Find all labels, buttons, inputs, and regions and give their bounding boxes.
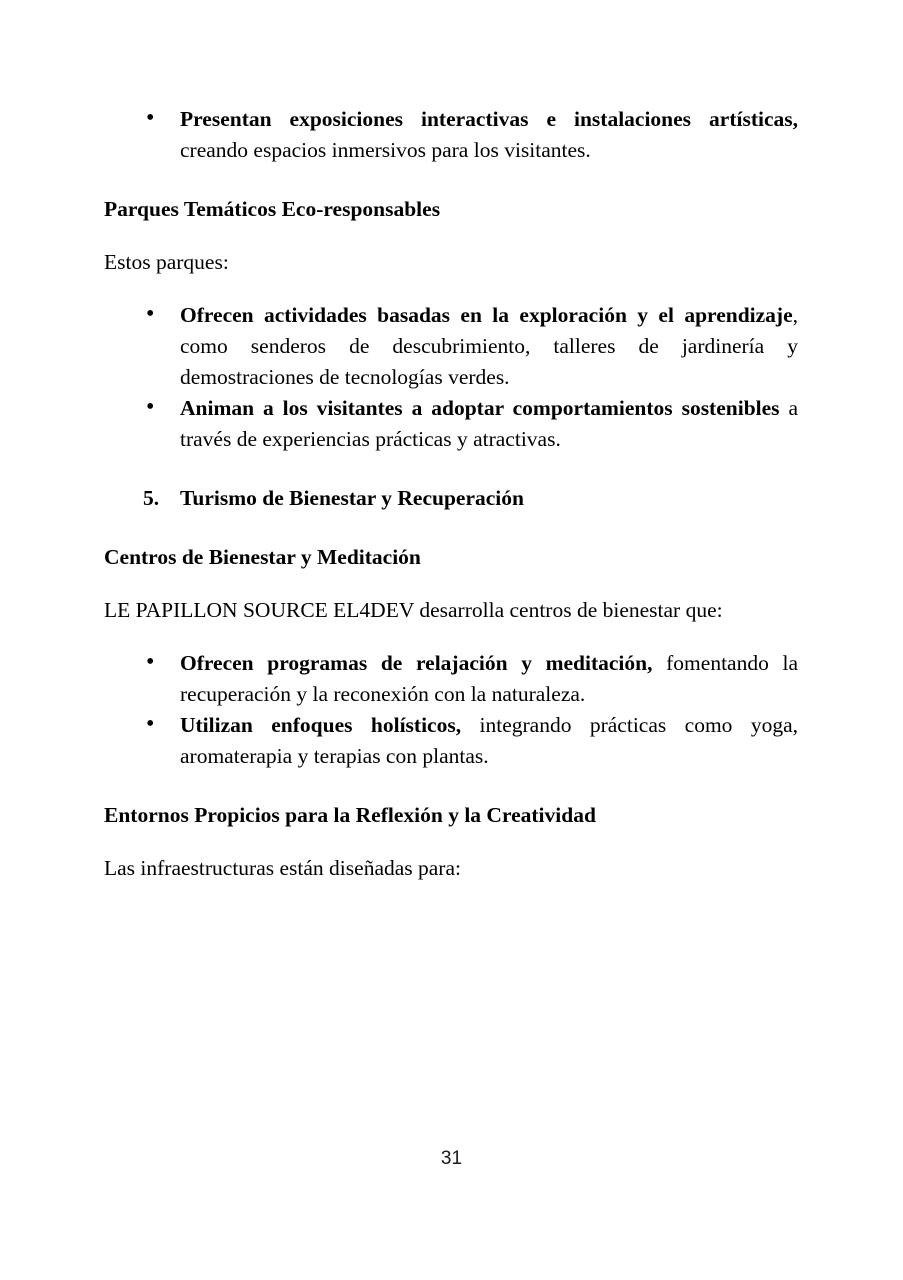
spacer <box>104 831 798 853</box>
numbered-list-item-label: Turismo de Bienestar y Recuperación <box>180 486 524 510</box>
bullet-list-exposiciones <box>104 104 798 166</box>
list-item-text: creando espacios inmersivos para los visitantes. <box>180 138 591 162</box>
bullet-list-parques <box>104 300 798 455</box>
list-item <box>104 393 798 455</box>
bullet-marker-icon: • <box>146 711 155 737</box>
paragraph-intro-infraestructuras: Las infraestructuras están diseñadas para: <box>104 856 461 880</box>
list-item-text: , como senderos de descubrimiento, talleres de jardinería y demostraciones de tecnologías verdes. <box>180 303 798 389</box>
page-number: 31 <box>440 1148 463 1169</box>
list-item-bold-text: Presentan exposiciones interactivas e instalaciones artísticas, <box>180 107 798 131</box>
numbered-marker: 5. <box>143 486 160 510</box>
list-item <box>104 300 798 393</box>
spacer <box>104 166 798 194</box>
spacer <box>104 772 798 800</box>
bullet-list-bienestar <box>104 648 798 772</box>
spacer <box>104 278 798 300</box>
bullet-marker-icon: • <box>146 301 155 327</box>
bullet-marker-icon: • <box>146 394 155 420</box>
paragraph-intro-parques: Estos parques: <box>104 250 229 274</box>
list-item-bold-text: Animan a los visitantes a adoptar comportamientos sostenibles <box>180 396 780 420</box>
spacer <box>104 225 798 247</box>
list-item <box>104 104 798 166</box>
list-item-bold-text: Utilizan enfoques holísticos, <box>180 713 462 737</box>
list-item-text: fomentando la recuperación y la reconexión con la naturaleza. <box>180 651 799 706</box>
section-heading-entornos: Entornos Propicios para la Reflexión y la Creatividad <box>104 803 596 827</box>
spacer <box>104 573 798 595</box>
bullet-marker-icon: • <box>146 649 155 675</box>
numbered-list-secciones <box>104 483 798 514</box>
list-item <box>104 710 798 772</box>
numbered-list-item-turismo <box>104 483 798 514</box>
spacer <box>104 626 798 648</box>
list-item <box>104 648 798 710</box>
spacer <box>104 514 798 542</box>
list-item-text: integrando prácticas como yoga, aromaterapia y terapias con plantas. <box>180 713 798 768</box>
list-item-text: a través de experiencias prácticas y atractivas. <box>180 396 799 451</box>
spacer <box>104 455 798 483</box>
list-item-bold-text: Ofrecen actividades basadas en la exploración y el aprendizaje <box>180 303 793 327</box>
paragraph-intro-papillon: LE PAPILLON SOURCE EL4DEV desarrolla centros de bienestar que: <box>104 598 723 622</box>
list-item-bold-text: Ofrecen programas de relajación y meditación, <box>180 651 653 675</box>
section-heading-parques: Parques Temáticos Eco-responsables <box>104 197 441 221</box>
bullet-marker-icon: • <box>146 105 155 131</box>
page-content <box>104 104 798 884</box>
section-heading-centros: Centros de Bienestar y Meditación <box>104 545 421 569</box>
